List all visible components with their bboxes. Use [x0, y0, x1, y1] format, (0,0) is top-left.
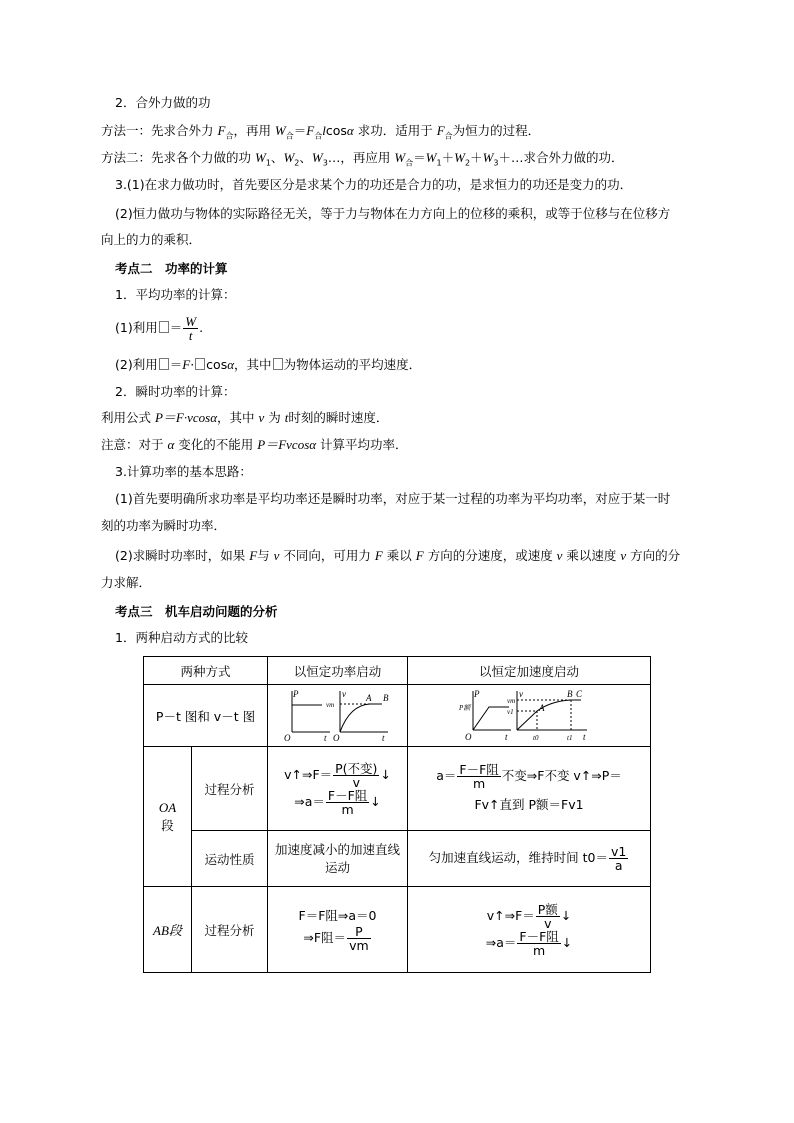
- p-bar-symbol: [159, 358, 169, 370]
- ab-segment-label: AB段: [144, 887, 192, 973]
- row-label: 过程分析: [192, 887, 268, 973]
- note-three-two-cont: 向上的力的乘积．: [101, 232, 202, 247]
- p-bar-symbol: [159, 321, 169, 333]
- origin-label: O: [283, 733, 291, 743]
- section-title-locomotive: 考点三 机车启动问题的分析: [115, 604, 278, 619]
- section-title-power: 考点二 功率的计算: [115, 261, 228, 276]
- graph-cell-constant-power: [268, 685, 408, 747]
- point-a-label: A: [539, 703, 545, 713]
- power-idea-two-cont: 力求解．: [101, 575, 152, 590]
- vt-curve: [340, 704, 382, 732]
- t1-label: t1: [567, 734, 573, 742]
- header-cell: 以恒定加速度启动: [408, 657, 651, 685]
- ca-oa-process: a＝ $\frac{\text{F－F阻}}{m}$ 不变⇒F不变 v↑⇒P＝ Fv↑直到 P额＝Fv1: [408, 747, 651, 831]
- t-axis-label: t: [381, 733, 385, 743]
- vm-label: vm: [507, 697, 516, 705]
- method-one-line: 方法一：先求合外力 $F_合$，再用 $W_合=F_合lcos\alpha$ 求功．适用于 $F_合$为恒力的过程．: [101, 123, 541, 141]
- oa-segment-label: OA 段: [144, 747, 192, 887]
- vm-label: vm: [325, 701, 334, 709]
- power-idea-one-cont: 刻的功率为瞬时功率．: [101, 518, 227, 533]
- p-axis-label: P: [474, 689, 480, 699]
- t-axis-label: t: [323, 733, 327, 743]
- table-row: [144, 747, 651, 831]
- cp-ab-process: F＝F阻⇒a＝0 ⇒F阻＝ $\frac{P}{vm}$: [268, 887, 408, 973]
- header-cell: 以恒定功率启动: [268, 657, 408, 685]
- v-bar-symbol: [273, 358, 283, 370]
- point-a-label: A: [365, 693, 372, 703]
- power-idea-title: 3.计算功率的基本思路：: [115, 464, 252, 479]
- note-line: 注意：对于 α 变化的不能用 P＝Fvcosα 计算平均功率．: [101, 437, 408, 452]
- inst-power-formula-line: 利用公式 P＝F·vcosα，其中 v 为 t时刻的瞬时速度．: [101, 410, 389, 425]
- section-heading: 2．合外力做的功: [115, 95, 211, 110]
- table-row: [144, 685, 651, 747]
- power-idea-one: (1)首先要明确所求功率是平均功率还是瞬时功率，对应于某一过程的功率为平均功率，对应于某一时: [115, 491, 671, 506]
- origin-label: O: [465, 732, 472, 742]
- pt-line: [473, 707, 509, 730]
- v-bar-symbol: [195, 358, 205, 370]
- cp-oa-process: v↑⇒F＝ $\frac{\text{P(不变)}}{v}$ ↓ ⇒a＝ $\frac{\text{F－F阻}}{m}$ ↓: [268, 747, 408, 831]
- p-axis-label: P: [292, 689, 299, 699]
- avg-power-method-one: (1)利用 ＝ $\frac{W}{t}$ .: [115, 314, 204, 343]
- note-three-one: 3.(1)在求力做功时，首先要区分是求某个力的功还是合力的功，是求恒力的功还是变力的功．: [115, 177, 633, 192]
- v-axis-label: v: [519, 689, 524, 699]
- t-axis-label: t: [583, 732, 586, 742]
- t-axis-label: t: [505, 732, 508, 742]
- constant-accel-graphs: [459, 685, 599, 743]
- ca-oa-nature: 匀加速直线运动，维持时间 t0＝ $\frac{v1}{a}$: [408, 831, 651, 887]
- table-row: [144, 831, 651, 887]
- avg-power-title: 1．平均功率的计算：: [115, 287, 236, 302]
- table-row: [144, 657, 651, 685]
- row-label: 运动性质: [192, 831, 268, 887]
- power-idea-two: (2)求瞬时功率时，如果 F与 v 不同向，可用力 F 乘以 F 方向的分速度，或速度 v 乘以速度 v 方向的分: [115, 548, 681, 563]
- avg-power-method-two: (2)利用 ＝F· cosα，其中 为物体运动的平均速度．: [115, 357, 422, 372]
- p-rated-label: P额: [459, 704, 471, 712]
- header-cell: 两种方式: [144, 657, 268, 685]
- w-over-t-fraction: $\frac{W}{t}$: [185, 314, 197, 343]
- row-label: 过程分析: [192, 747, 268, 831]
- note-three-two: (2)恒力做功与物体的实际路径无关，等于力与物体在力方向上的位移的乘积，或等于位移与在位移方: [115, 206, 671, 221]
- comparison-table: [143, 656, 651, 973]
- inst-power-title: 2．瞬时功率的计算：: [115, 384, 236, 399]
- t0-label: t0: [533, 734, 539, 742]
- ca-ab-process: v↑⇒F＝ $\frac{\text{P额}}{v}$ ↓ ⇒a＝ $\frac{\text{F－F阻}}{m}$ ↓: [408, 887, 651, 973]
- point-c-label: C: [576, 689, 583, 699]
- graph-cell-constant-accel: [408, 685, 651, 747]
- point-b-label: B: [382, 693, 389, 703]
- point-b-label: B: [567, 689, 573, 699]
- table-row: [144, 887, 651, 973]
- v1-label: v1: [507, 708, 514, 716]
- v-axis-label: v: [341, 689, 346, 699]
- method-two-line: 方法二：先求各个力做的功 $W_1$、$W_2$、$W_3\dots$，再应用 $W_合=W_1+W_2+W_3+\dots$求合外力做的功．: [101, 150, 624, 168]
- origin-label: O: [332, 733, 340, 743]
- row-label: P－t 图和 v－t 图: [144, 685, 268, 747]
- constant-power-graphs: [278, 685, 398, 743]
- cp-oa-nature: 加速度减小的加速直线 运动: [268, 831, 408, 887]
- compare-title: 1．两种启动方式的比较: [115, 630, 248, 645]
